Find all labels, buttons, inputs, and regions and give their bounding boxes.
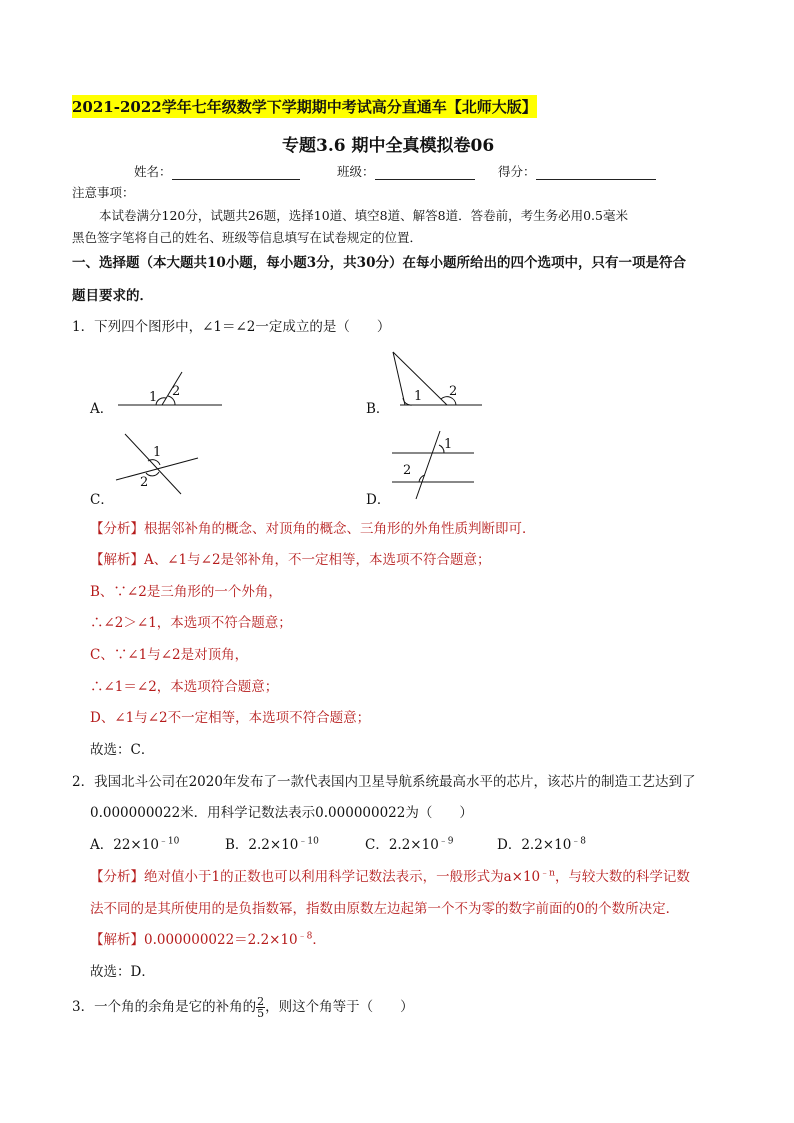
q1-solution-line-5: ∴∠1＝∠2，本选项符合题意； — [90, 679, 279, 695]
score-blank — [536, 179, 656, 180]
figure-d-angle-2: 2 — [403, 463, 412, 478]
class-blank — [375, 179, 475, 180]
notes-line-2: 黑色签字笔将自己的姓名、班级等信息填写在试卷规定的位置． — [72, 230, 423, 245]
q1-option-b-label: B． — [366, 401, 390, 417]
q2-analysis-line-1: 【分析】绝对值小于1的正数也可以利用科学记数法表示，一般形式为$a\times 10^{﹣n}$，与较大数的科学记数 — [90, 868, 690, 885]
q1-option-c-label: C． — [90, 492, 114, 508]
q1-solution-line-2: B、∵∠2是三角形的一个外角， — [90, 584, 282, 600]
notes-heading: 注意事项： — [72, 185, 135, 200]
q2-option-c: C．$2.2\times 10^{﹣9}$ — [365, 836, 454, 853]
figure-c-line-1 — [125, 434, 181, 494]
figure-d-transversal — [416, 431, 440, 499]
class-field — [337, 162, 475, 180]
section-heading-line-2: 题目要求的． — [72, 288, 153, 304]
name-field — [134, 162, 300, 180]
figure-c-angle-2: 2 — [140, 475, 149, 490]
figure-b-left-side — [393, 352, 405, 405]
name-label: 姓名： — [134, 164, 172, 179]
q2-stem-line-2: 0.000000022米．用科学记数法表示0.000000022为（ ） — [90, 805, 473, 821]
q1-option-a-label: A． — [90, 401, 114, 417]
figure-a-angle-2: 2 — [172, 384, 181, 399]
score-label: 得分： — [498, 164, 536, 179]
q3-fraction: $\frac{2}{5}$ — [257, 995, 265, 1020]
figure-a-angle-1: 1 — [149, 390, 158, 405]
figure-d-angle-1: 1 — [444, 437, 453, 452]
q2-option-d: D．$2.2\times 10^{﹣8}$ — [497, 836, 587, 853]
series-banner: 2021-2022学年七年级数学下学期期中考试高分直通车【北师大版】 — [72, 95, 537, 118]
q1-solution-line-1: 【解析】A、∠1与∠2是邻补角，不一定相等，本选项不符合题意； — [90, 552, 491, 568]
q2-answer: 故选：D． — [90, 964, 155, 980]
q1-answer: 故选：C． — [90, 742, 155, 758]
section-heading-line-1: 一、选择题（本大题共10小题，每小题3分，共30分）在每小题所给出的四个选项中，只有一项是符合 — [72, 255, 686, 271]
q1-figure-a — [110, 370, 230, 415]
q1-option-d-label: D． — [366, 492, 391, 508]
q1-figure-d — [388, 428, 478, 503]
q1-stem: 1．下列四个图形中，∠1＝∠2一定成立的是（ ） — [72, 319, 391, 335]
q3-stem: 3．一个角的余角是它的补角的 $\frac{2}{5}$ ，则这个角等于（ ） — [72, 995, 414, 1020]
figure-b-angle-1: 1 — [414, 389, 423, 404]
q2-solution: 【解析】$0.000000022=2.2\times 10^{﹣8}$． — [90, 931, 326, 948]
figure-b-angle-2: 2 — [449, 384, 458, 399]
q1-solution-line-6: D、∠1与∠2不一定相等，本选项不符合题意； — [90, 710, 371, 726]
class-label: 班级： — [337, 164, 375, 179]
q2-stem-line-1: 2．我国北斗公司在2020年发布了一款代表国内卫星导航系统最高水平的芯片，该芯片的制造工艺达到了 — [72, 774, 696, 790]
q2-analysis-line-2: 法不同的是其所使用的是负指数幂，指数由原数左边起第一个不为零的数字前面的0的个数所决定． — [90, 901, 680, 917]
q1-figure-c — [108, 428, 208, 500]
figure-c-angle-1: 1 — [153, 445, 162, 460]
q2-option-b: B．$2.2\times 10^{﹣10}$ — [225, 836, 319, 853]
notes-line-1: 本试卷满分120分，试题共26题，选择10道、填空8道、解答8道．答卷前，考生务必用0.5毫米 — [99, 208, 628, 223]
name-blank — [172, 179, 300, 180]
q1-figure-b — [385, 348, 485, 410]
q1-solution-line-3: ∴∠2＞∠1，本选项不符合题意； — [90, 615, 292, 631]
page-title: 专题3.6 期中全真模拟卷06 — [282, 136, 495, 156]
q1-analysis: 【分析】根据邻补角的概念、对顶角的概念、三角形的外角性质判断即可． — [90, 521, 536, 537]
score-field — [498, 162, 656, 180]
q1-solution-line-4: C、∵∠1与∠2是对顶角， — [90, 647, 249, 663]
q2-option-a: A．$22\times 10^{﹣10}$ — [90, 836, 180, 853]
